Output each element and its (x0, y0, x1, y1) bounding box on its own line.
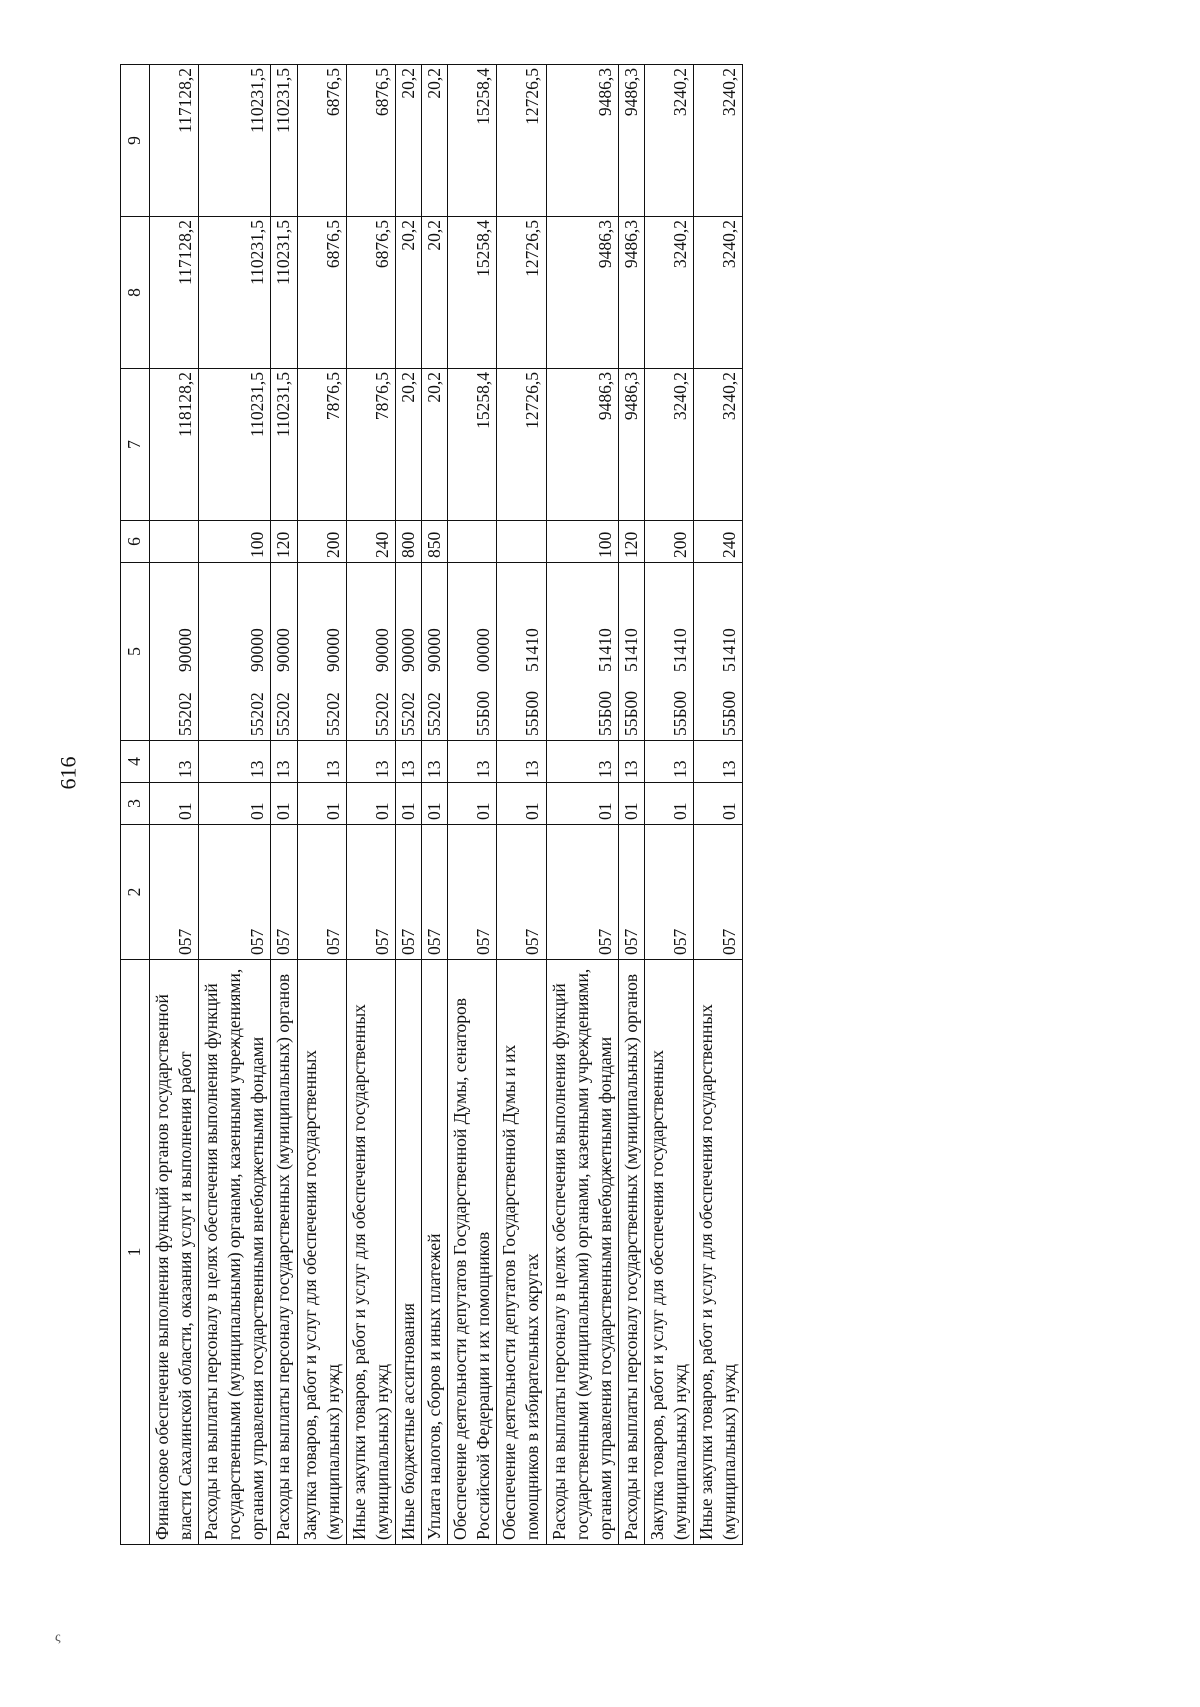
expense-type-code: 800 (395, 521, 421, 563)
target-article-suffix: 90000 (273, 628, 294, 672)
table-row (297, 65, 346, 1545)
section-code: 01 (150, 783, 199, 825)
target-article-code (150, 563, 199, 741)
gp-code: 057 (271, 825, 297, 960)
target-article-prefix: 55202 (371, 692, 392, 736)
row-name: Обеспечение деятельности депутатов Государственной Думы, сенаторов Российской Федерации и их помощников (448, 960, 497, 1545)
col-header-2: 2 (121, 825, 150, 960)
amount-col9: 110231,5 (271, 65, 297, 217)
section-code: 01 (546, 783, 618, 825)
amount-col7: 20,2 (395, 369, 421, 521)
table-row (546, 65, 618, 1545)
amount-col7: 20,2 (422, 369, 448, 521)
amount-col7: 9486,3 (618, 369, 644, 521)
section-code: 01 (448, 783, 497, 825)
amount-col8: 20,2 (395, 217, 421, 369)
table-row (618, 65, 644, 1545)
subsection-code: 13 (297, 741, 346, 783)
table-row (422, 65, 448, 1545)
table-row (448, 65, 497, 1545)
expense-type-code: 850 (422, 521, 448, 563)
target-article-code (271, 563, 297, 741)
row-name: Иные закупки товаров, работ и услуг для обеспечения государственных (муниципальных) нужд (694, 960, 743, 1545)
expense-type-code: 200 (297, 521, 346, 563)
table-row (694, 65, 743, 1545)
target-article-suffix: 51410 (719, 628, 740, 672)
table-row (644, 65, 693, 1545)
row-name: Обеспечение деятельности депутатов Государственной Думы и их помощников в избирательных округах (497, 960, 546, 1545)
target-article-prefix: 55202 (175, 692, 196, 736)
gp-code: 057 (644, 825, 693, 960)
target-article-suffix: 90000 (397, 628, 418, 672)
amount-col8: 6876,5 (346, 217, 395, 369)
target-article-prefix: 55Б00 (719, 690, 740, 736)
scan-mark: ς (55, 1630, 61, 1645)
table-row (271, 65, 297, 1545)
subsection-code: 13 (150, 741, 199, 783)
target-article-suffix: 90000 (247, 628, 268, 672)
gp-code: 057 (546, 825, 618, 960)
row-name: Закупка товаров, работ и услуг для обеспечения государственных (муниципальных) нужд (644, 960, 693, 1545)
amount-col8: 20,2 (422, 217, 448, 369)
target-article-suffix: 90000 (371, 628, 392, 672)
row-name: Расходы на выплаты персоналу в целях обеспечения выполнения функций государственными (муниципальными) органами, казенными учреждениями, органами управления государственными внебюджетными фондами (199, 960, 271, 1545)
target-article-code (199, 563, 271, 741)
target-article-code (618, 563, 644, 741)
target-article-code (422, 563, 448, 741)
section-code: 01 (497, 783, 546, 825)
target-article-suffix: 51410 (620, 628, 641, 672)
amount-col7: 3240,2 (694, 369, 743, 521)
expense-type-code: 100 (199, 521, 271, 563)
col-header-7: 7 (121, 369, 150, 521)
amount-col8: 3240,2 (694, 217, 743, 369)
amount-col8: 6876,5 (297, 217, 346, 369)
col-header-4: 4 (121, 741, 150, 783)
target-article-prefix: 55Б00 (669, 690, 690, 736)
subsection-code: 13 (546, 741, 618, 783)
amount-col9: 6876,5 (297, 65, 346, 217)
subsection-code: 13 (618, 741, 644, 783)
amount-col8: 117128,2 (150, 217, 199, 369)
gp-code: 057 (297, 825, 346, 960)
target-article-suffix: 51410 (522, 628, 543, 672)
gp-code: 057 (448, 825, 497, 960)
target-article-prefix: 55202 (273, 692, 294, 736)
gp-code: 057 (346, 825, 395, 960)
expense-type-code: 120 (618, 521, 644, 563)
budget-table (120, 64, 743, 1545)
amount-col8: 110231,5 (199, 217, 271, 369)
gp-code: 057 (422, 825, 448, 960)
section-code: 01 (346, 783, 395, 825)
gp-code: 057 (395, 825, 421, 960)
row-name: Расходы на выплаты персоналу государственных (муниципальных) органов (271, 960, 297, 1545)
expense-type-code (497, 521, 546, 563)
target-article-suffix: 00000 (473, 628, 494, 672)
amount-col9: 117128,2 (150, 65, 199, 217)
amount-col8: 9486,3 (546, 217, 618, 369)
col-header-8: 8 (121, 217, 150, 369)
amount-col8: 3240,2 (644, 217, 693, 369)
amount-col9: 9486,3 (618, 65, 644, 217)
target-article-suffix: 51410 (594, 628, 615, 672)
expense-type-code: 240 (694, 521, 743, 563)
amount-col9: 15258,4 (448, 65, 497, 217)
amount-col9: 9486,3 (546, 65, 618, 217)
section-code: 01 (694, 783, 743, 825)
subsection-code: 13 (271, 741, 297, 783)
table-row (346, 65, 395, 1545)
target-article-prefix: 55202 (247, 692, 268, 736)
amount-col8: 15258,4 (448, 217, 497, 369)
amount-col7: 7876,5 (297, 369, 346, 521)
row-name: Уплата налогов, сборов и иных платежей (422, 960, 448, 1545)
amount-col7: 110231,5 (199, 369, 271, 521)
page-number: 616 (55, 756, 81, 790)
gp-code: 057 (150, 825, 199, 960)
section-code: 01 (422, 783, 448, 825)
amount-col7: 12726,5 (497, 369, 546, 521)
amount-col7: 3240,2 (644, 369, 693, 521)
target-article-code (297, 563, 346, 741)
table-row (150, 65, 199, 1545)
target-article-suffix: 51410 (669, 628, 690, 672)
row-name: Иные бюджетные ассигнования (395, 960, 421, 1545)
table-row (497, 65, 546, 1545)
target-article-code (694, 563, 743, 741)
subsection-code: 13 (199, 741, 271, 783)
target-article-code (546, 563, 618, 741)
target-article-prefix: 55202 (397, 692, 418, 736)
amount-col7: 15258,4 (448, 369, 497, 521)
amount-col7: 118128,2 (150, 369, 199, 521)
subsection-code: 13 (346, 741, 395, 783)
expense-type-code (150, 521, 199, 563)
row-name: Расходы на выплаты персоналу государственных (муниципальных) органов (618, 960, 644, 1545)
expense-type-code: 200 (644, 521, 693, 563)
expense-type-code (448, 521, 497, 563)
amount-col9: 20,2 (422, 65, 448, 217)
section-code: 01 (644, 783, 693, 825)
col-header-5: 5 (121, 563, 150, 741)
target-article-prefix: 55202 (322, 692, 343, 736)
target-article-prefix: 55Б00 (594, 690, 615, 736)
subsection-code: 13 (395, 741, 421, 783)
budget-table-sheet (120, 65, 1080, 1545)
amount-col9: 3240,2 (644, 65, 693, 217)
amount-col9: 20,2 (395, 65, 421, 217)
col-header-9: 9 (121, 65, 150, 217)
amount-col7: 7876,5 (346, 369, 395, 521)
amount-col8: 12726,5 (497, 217, 546, 369)
subsection-code: 13 (422, 741, 448, 783)
subsection-code: 13 (644, 741, 693, 783)
target-article-prefix: 55Б00 (620, 690, 641, 736)
gp-code: 057 (694, 825, 743, 960)
table-row (395, 65, 421, 1545)
col-header-3: 3 (121, 783, 150, 825)
target-article-suffix: 90000 (424, 628, 445, 672)
target-article-code (644, 563, 693, 741)
amount-col9: 12726,5 (497, 65, 546, 217)
gp-code: 057 (199, 825, 271, 960)
section-code: 01 (199, 783, 271, 825)
target-article-prefix: 55Б00 (473, 690, 494, 736)
col-header-6: 6 (121, 521, 150, 563)
target-article-code (395, 563, 421, 741)
section-code: 01 (297, 783, 346, 825)
amount-col7: 110231,5 (271, 369, 297, 521)
target-article-prefix: 55Б00 (522, 690, 543, 736)
amount-col9: 3240,2 (694, 65, 743, 217)
expense-type-code: 120 (271, 521, 297, 563)
table-row (199, 65, 271, 1545)
target-article-suffix: 90000 (322, 628, 343, 672)
target-article-prefix: 55202 (424, 692, 445, 736)
amount-col8: 110231,5 (271, 217, 297, 369)
amount-col8: 9486,3 (618, 217, 644, 369)
gp-code: 057 (497, 825, 546, 960)
amount-col9: 6876,5 (346, 65, 395, 217)
gp-code: 057 (618, 825, 644, 960)
subsection-code: 13 (497, 741, 546, 783)
subsection-code: 13 (448, 741, 497, 783)
section-code: 01 (395, 783, 421, 825)
section-code: 01 (271, 783, 297, 825)
target-article-code (346, 563, 395, 741)
section-code: 01 (618, 783, 644, 825)
row-name: Иные закупки товаров, работ и услуг для обеспечения государственных (муниципальных) нужд (346, 960, 395, 1545)
row-name: Закупка товаров, работ и услуг для обеспечения государственных (муниципальных) нужд (297, 960, 346, 1545)
amount-col9: 110231,5 (199, 65, 271, 217)
target-article-suffix: 90000 (175, 628, 196, 672)
target-article-code (497, 563, 546, 741)
amount-col7: 9486,3 (546, 369, 618, 521)
header-row (121, 65, 150, 1545)
expense-type-code: 240 (346, 521, 395, 563)
col-header-1: 1 (121, 960, 150, 1545)
row-name: Расходы на выплаты персоналу в целях обеспечения выполнения функций государственными (муниципальными) органами, казенными учреждениями, органами управления государственными внебюджетными фондами (546, 960, 618, 1545)
target-article-code (448, 563, 497, 741)
expense-type-code: 100 (546, 521, 618, 563)
subsection-code: 13 (694, 741, 743, 783)
row-name: Финансовое обеспечение выполнения функций органов государственной власти Сахалинской области, оказания услуг и выполнения работ (150, 960, 199, 1545)
